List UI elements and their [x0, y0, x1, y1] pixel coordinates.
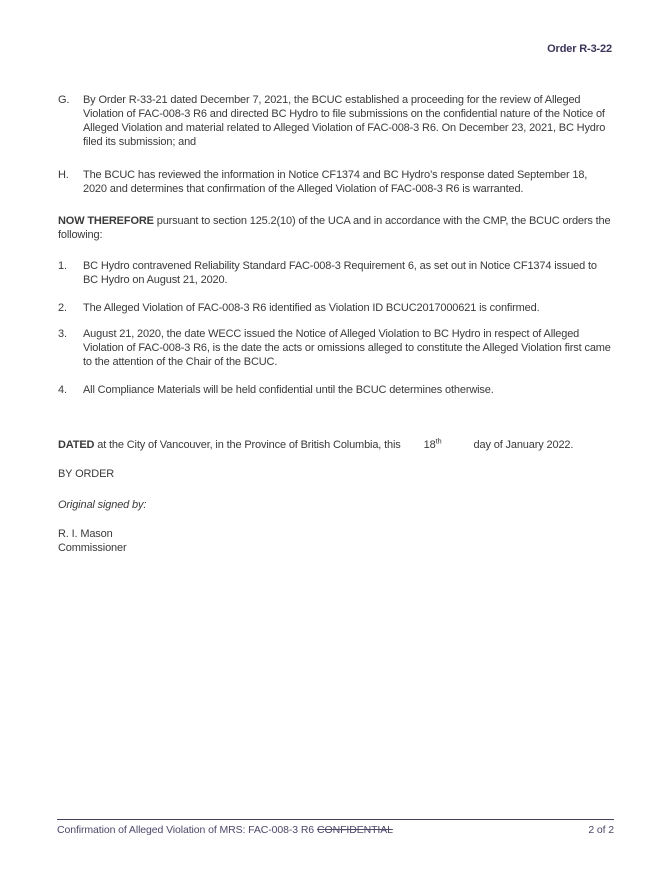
dated-lead: DATED	[58, 439, 95, 451]
signature-block	[58, 527, 612, 555]
directive-4-number: 4.	[58, 384, 67, 396]
dated-line	[58, 438, 612, 452]
order-number: Order R-3-22	[547, 43, 612, 55]
directive-2	[58, 301, 612, 315]
page-footer	[57, 819, 614, 837]
footer-page-number: 2 of 2	[588, 824, 614, 836]
recital-g-text: By Order R-33-21 dated December 7, 2021, the BCUC established a proceeding for the review of Alleged Violation of FAC-008-3 R6 and directed BC Hydro to file submissions on the confidential nature of the Notice of Alleged Violation and material related to Alleged Violation of FAC-008-3 R6. On December 23, 2021, BC Hydro filed its submission; and	[83, 94, 606, 148]
original-signed-by-line: Original signed by:	[58, 499, 147, 511]
directive-1	[58, 259, 612, 287]
order-clause-text: pursuant to section 125.2(10) of the UCA and in accordance with the CMP, the BCUC orders the following:	[58, 215, 611, 241]
dated-day: 18th	[423, 436, 442, 451]
directive-2-number: 2.	[58, 302, 67, 314]
recital-h-text: The BCUC has reviewed the information in Notice CF1374 and BC Hydro’s response dated September 18, 2020 and determines that confirmation of the Alleged Violation of FAC-008-3 R6 is warranted.	[83, 169, 588, 195]
directive-3-text: August 21, 2020, the date WECC issued the Notice of Alleged Violation to BC Hydro in respect of Alleged Violation of FAC-008-3 R6, is the date the acts or omissions alleged to constitute the Alleged Violation first came to the attention of the Chair of the BCUC.	[83, 328, 611, 368]
directive-2-text: The Alleged Violation of FAC-008-3 R6 identified as Violation ID BCUC2017000621 is confirmed.	[83, 302, 540, 314]
directive-3-number: 3.	[58, 328, 67, 340]
order-clause	[58, 214, 612, 242]
dated-day-ordinal: th	[435, 436, 442, 446]
dated-text: at the City of Vancouver, in the Province of British Columbia, this	[94, 439, 401, 451]
dated-tail: day of January 2022.	[473, 439, 574, 451]
recital-g-label: G.	[58, 94, 70, 106]
commissioner-name: R. I. Mason	[58, 528, 113, 540]
order-clause-lead: NOW THEREFORE	[58, 215, 154, 227]
footer-title-group	[57, 823, 393, 837]
footer-confidential-struck: CONFIDENTIAL	[317, 824, 393, 836]
recital-h	[58, 168, 612, 196]
directive-3	[58, 327, 612, 369]
directive-1-text: BC Hydro contravened Reliability Standard FAC-008-3 Requirement 6, as set out in Notice CF1374 issued to BC Hydro on August 21, 2020.	[83, 260, 597, 286]
directive-4	[58, 383, 612, 397]
directive-4-text: All Compliance Materials will be held confidential until the BCUC determines otherwise.	[83, 384, 494, 396]
commissioner-title: Commissioner	[58, 542, 127, 554]
recital-g	[58, 93, 612, 149]
footer-document-title: Confirmation of Alleged Violation of MRS: FAC-008-3 R6	[57, 824, 315, 836]
directive-1-number: 1.	[58, 260, 67, 272]
by-order-line: BY ORDER	[58, 468, 115, 480]
recital-h-label: H.	[58, 169, 69, 181]
